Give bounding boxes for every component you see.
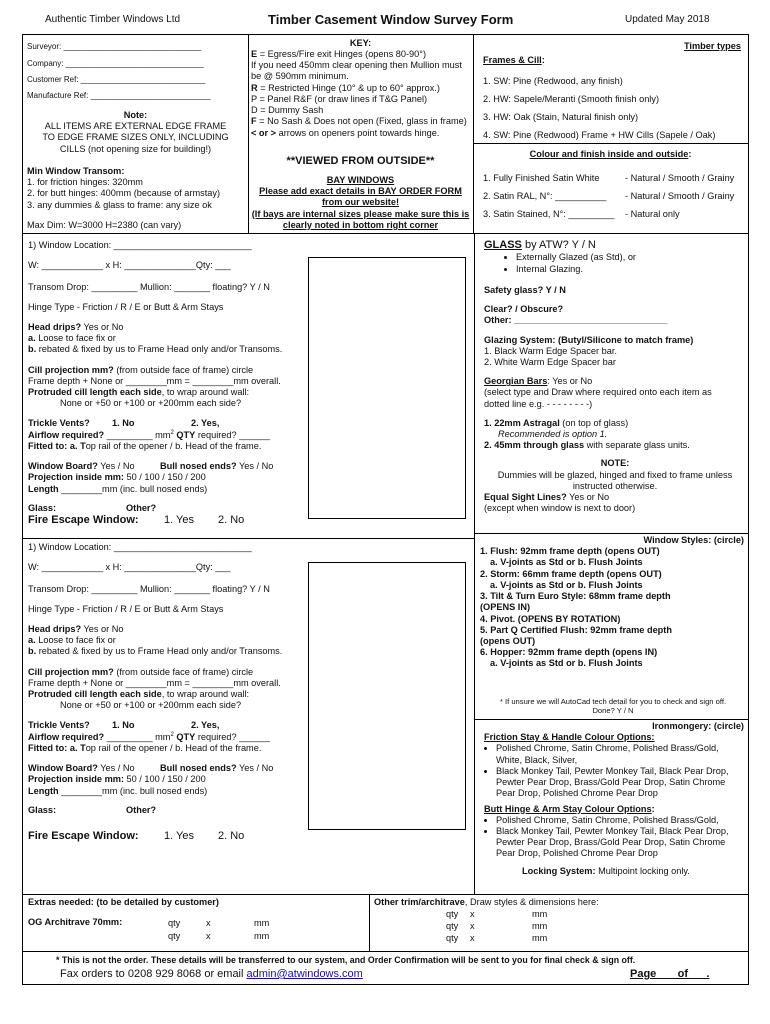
min-transom-block bbox=[27, 166, 220, 211]
autocad-note: * If unsure we will AutoCad tech detail for you to check and sign off. Done? Y / N bbox=[499, 697, 727, 716]
equal-sight-lines-label: Equal Sight Lines? bbox=[484, 492, 567, 503]
projection-options[interactable]: 50 / 100 / 150 / 200 bbox=[123, 472, 206, 483]
butt-hinge-colour-options[interactable]: • Black Monkey Tail, Pewter Monkey Tail, Black Pear Drop, Pewter Pear Drop, Brass/Gold Pear Drop, Satin Chrome Pear Drop, Polished Chrome Pear Drop bbox=[496, 826, 744, 860]
georgian-instruction: (select type and Draw where required onto each item as bbox=[484, 387, 712, 398]
surveyor-field[interactable]: Surveyor: _______________________________ bbox=[27, 42, 202, 51]
note-line: TO EDGE FRAME SIZES ONLY, INCLUDING bbox=[42, 132, 229, 143]
min-transom-item: 1. for friction hinges: 320mm bbox=[27, 177, 143, 188]
bull-nosed-label: Bull nosed ends? bbox=[160, 763, 237, 774]
vent-qty-field[interactable]: required? ______ bbox=[195, 429, 270, 440]
trickle-option-yes[interactable]: 2. Yes, bbox=[191, 720, 220, 731]
window-board-options[interactable]: Yes / No bbox=[97, 763, 135, 774]
timber-title: Timber types bbox=[683, 41, 741, 51]
timber-box bbox=[473, 34, 749, 234]
cill-projection-label: Cill projection mm? bbox=[28, 364, 114, 375]
vent-qty-field[interactable]: required? ______ bbox=[195, 731, 270, 742]
through-glass-option[interactable]: 2. 45mm through glass bbox=[484, 440, 585, 451]
key-text: = No Sash & Does not open (Fixed, glass in frame) bbox=[256, 116, 467, 127]
bay-title: BAY WINDOWS bbox=[326, 175, 395, 185]
length-field[interactable]: ________mm (inc. bull nosed ends) bbox=[58, 483, 208, 494]
length-label: Length bbox=[28, 483, 59, 494]
length-label: Length bbox=[28, 785, 59, 796]
drawing-area-1[interactable] bbox=[308, 257, 466, 519]
trickle-vents-label: Trickle Vents? bbox=[28, 720, 90, 731]
protruded-cill-label: Protruded cill length each side bbox=[28, 386, 162, 397]
trickle-option-no[interactable]: 1. No bbox=[112, 720, 135, 731]
viewed-from-outside: **VIEWED FROM OUTSIDE** bbox=[286, 155, 435, 167]
bull-nosed-options[interactable]: Yes / No bbox=[236, 763, 274, 774]
georgian-instruction: dotted line e.g. - - - - - - - -) bbox=[484, 398, 593, 409]
extras-title: Extras needed: (to be detailed by customer) bbox=[28, 897, 219, 907]
fitted-to-options[interactable]: op rail of the opener / b. Head of the frame. bbox=[85, 440, 262, 451]
head-drip-option-b[interactable]: rebated & fixed by us to Frame Head only and/or Transoms. bbox=[36, 646, 283, 657]
survey-info-box bbox=[22, 34, 249, 234]
company-name: Authentic Timber Windows Ltd bbox=[45, 14, 181, 25]
style-option-tilt-turn-note: (OPENS IN) bbox=[480, 602, 531, 613]
min-transom-item: 2. for butt hinges: 400mm (because of armstay) bbox=[27, 188, 221, 199]
head-drips-label: Head drips? bbox=[28, 623, 82, 634]
style-option-tilt-turn[interactable]: 3. Tilt & Turn Euro Style: 68mm frame depth bbox=[480, 591, 671, 602]
ironmongery-title: Ironmongery: (circle) bbox=[652, 721, 744, 731]
key-code-arrows: < or > bbox=[251, 127, 277, 138]
timber-type-item[interactable]: 1. SW: Pine (Redwood, any finish) bbox=[483, 76, 623, 86]
bay-line: (If bays are internal sizes please make sure this is bbox=[251, 208, 470, 219]
spacer-option[interactable]: 2. White Warm Edge Spacer bar bbox=[484, 356, 616, 367]
head-drip-option-a[interactable]: Loose to face fix or bbox=[35, 333, 116, 344]
head-drips-options[interactable]: Yes or No bbox=[81, 321, 124, 332]
hinge-type-field[interactable]: Hinge Type - Friction / R / E or Butt & Arm Stays bbox=[28, 301, 224, 312]
colour-list bbox=[483, 169, 745, 223]
note-line: ALL ITEMS ARE EXTERNAL EDGE FRAME bbox=[44, 121, 227, 132]
bull-nosed-label: Bull nosed ends? bbox=[160, 461, 237, 472]
other-trim-title: Other trim/architrave, Draw styles & dimensions here: bbox=[374, 897, 599, 907]
glass-by-atw-options[interactable]: by ATW? Y / N bbox=[521, 239, 596, 251]
fire-escape-no[interactable]: 2. No bbox=[218, 830, 245, 842]
protruded-cill-label: Protruded cill length each side bbox=[28, 688, 162, 699]
key-text: P = Panel R&F (or draw lines if T&G Panel) bbox=[251, 93, 428, 104]
page-title: Timber Casement Window Survey Form bbox=[268, 12, 514, 27]
transom-field[interactable]: Transom Drop: _________ Mullion: _______ floating? Y / N bbox=[28, 282, 270, 293]
head-drip-option-a[interactable]: Loose to face fix or bbox=[35, 635, 116, 646]
friction-colour-options[interactable]: • Black Monkey Tail, Pewter Monkey Tail, Black Pear Drop, Pewter Pear Drop, Brass/Gold Pear Drop, Satin Chrome Pear Drop, Polished Chrome Pear Drop bbox=[496, 766, 744, 800]
colour-option[interactable]: 3. Satin Stained, N°: _________ - Natural only bbox=[483, 209, 680, 219]
key-code-r: R bbox=[251, 82, 258, 93]
airflow-label: Airflow required? bbox=[28, 731, 105, 742]
note-line: CILLS (not opening size for building!) bbox=[59, 143, 212, 154]
butt-hinge-colour-options[interactable]: • Polished Chrome, Satin Chrome, Polished Brass/Gold, bbox=[496, 815, 744, 826]
company-field[interactable]: Company: _______________________________ bbox=[27, 59, 204, 68]
locking-system-label: Locking System: bbox=[522, 865, 596, 876]
window-size-field[interactable]: W: ____________ x H: ______________Qty: ___ bbox=[28, 260, 231, 271]
og-architrave-rows[interactable]: qty x mm qty x mm bbox=[168, 918, 270, 941]
key-text: = Restricted Hinge (10° & up to 60° approx.) bbox=[257, 82, 440, 93]
key-text: be @ 590mm minimum. bbox=[251, 71, 349, 82]
ironmongery-section bbox=[484, 721, 744, 877]
hinge-type-field[interactable]: Hinge Type - Friction / R / E or Butt & Arm Stays bbox=[28, 603, 224, 614]
key-box bbox=[248, 34, 474, 234]
cill-projection-label: Cill projection mm? bbox=[28, 666, 114, 677]
trickle-vents-label: Trickle Vents? bbox=[28, 418, 90, 429]
timber-list bbox=[483, 72, 715, 144]
window-board-options[interactable]: Yes / No bbox=[97, 461, 135, 472]
cill-frame-depth-field[interactable]: Frame depth + None or ________mm = ________mm overall. bbox=[28, 677, 281, 688]
bay-line: from our website! bbox=[321, 197, 400, 208]
fitted-to-label: Fitted to: bbox=[28, 742, 68, 753]
key-code-f: F bbox=[251, 116, 257, 127]
length-field[interactable]: ________mm (inc. bull nosed ends) bbox=[58, 785, 208, 796]
glass-note-title: NOTE: bbox=[600, 458, 630, 469]
projection-label: Projection inside mm: bbox=[28, 774, 124, 785]
fire-escape-no[interactable]: 2. No bbox=[218, 514, 245, 526]
key-title: KEY: bbox=[349, 38, 372, 48]
glass-note-text: Dummies will be glazed, hinged and fixed to frame unless bbox=[497, 469, 733, 480]
fire-escape-label: Fire Escape Window: bbox=[28, 830, 139, 842]
customer-ref-field[interactable]: Customer Ref: ____________________________ bbox=[27, 75, 206, 84]
head-drips-options[interactable]: Yes or No bbox=[81, 623, 124, 634]
glazing-option[interactable]: • Externally Glazed (as Std), or bbox=[516, 252, 746, 263]
trickle-option-yes[interactable]: 2. Yes, bbox=[191, 418, 220, 429]
updated-date: Updated May 2018 bbox=[625, 14, 710, 25]
email-link[interactable]: admin@atwindows.com bbox=[246, 968, 363, 980]
fire-escape-yes[interactable]: 1. Yes bbox=[164, 514, 194, 526]
glass-title: GLASS bbox=[484, 239, 522, 251]
astragal-recommendation: Recommended is option 1. bbox=[498, 429, 608, 440]
friction-stay-title: Friction Stay & Handle Colour Options: bbox=[484, 732, 655, 743]
georgian-bars-label: Georgian Bars bbox=[484, 376, 548, 387]
glass-other-field[interactable]: Other: ______________________________ bbox=[484, 315, 668, 326]
note-block bbox=[23, 110, 248, 155]
projection-options[interactable]: 50 / 100 / 150 / 200 bbox=[123, 774, 206, 785]
min-transom-title: Min Window Transom: bbox=[27, 166, 125, 176]
fax-line: Fax orders to 0208 929 8068 or email admin@atwindows.com bbox=[60, 968, 363, 980]
max-dimensions: Max Dim: W=3000 H=2380 (can vary) bbox=[27, 220, 182, 230]
joint-option[interactable]: a. V-joints as Std or b. Flush Joints bbox=[490, 579, 643, 590]
glass-section: GLASS by ATW? Y / N • Externally Glazed (as Std), or • Internal Glazing. Safety glass? Y / N Clear? / Obscure? Other: ______________________________ Glazing System: (Butyl/Silicone to match frame) 1. Black Warm Edge Spacer bar. 2. White Warm Edge Spacer bar Georgian Bars: Yes or No (select type and Draw where required onto each item as dotted line e.g. - - - - - - - -) 1. 22mm Astragal (on top of glass) Recommended is option 1. 2. 45mm through glass with separate glass units. NOTE: Dummies will be glazed, hinged and fixed to frame unless instructed otherwise. Equal Sight Lines? Yes or No (except when window is next to door) bbox=[484, 239, 746, 515]
bay-windows-block bbox=[248, 175, 473, 231]
locking-system-value: Multipoint locking only. bbox=[595, 865, 690, 876]
style-option-flush[interactable]: 1. Flush: 92mm frame depth (opens OUT) bbox=[480, 546, 660, 557]
safety-glass-field[interactable]: Safety glass? Y / N bbox=[484, 284, 566, 295]
head-drip-option-b[interactable]: rebated & fixed by us to Frame Head only and/or Transoms. bbox=[36, 344, 283, 355]
window-section-2: 1) Window Location: ___________________________ W: ____________ x H: ______________Qty: ___ Transom Drop: _________ Mullion: _______ floating? Y / N Hinge Type - Friction / R / E or Butt & Arm Stays Head drips? Yes or No a. Loose to face fix or b. rebated & fixed by us to Frame Head only and/or Transoms. Cill projection mm? (from outside face of frame) circle Frame depth + None or ________mm = ________mm overall. Protruded cill length each side, to wrap around wall: None or +50 or +100 or +200mm each side? Trickle Vents? 1. No 2. Yes, Airflow required? _________ $mm^2$ QTY required? ______ Fitted to: a. Top rail of the opener / b. Head of the frame. Window Board? Yes / No Bull nosed ends? Yes / No Projection inside mm: 50 / 100 / 150 / 200 Length ________mm (inc. bull nosed ends) Glass: Other? Fire Escape Window: 1. Yes 2. No bbox=[28, 542, 468, 843]
projection-label: Projection inside mm: bbox=[28, 472, 124, 483]
protruded-options[interactable]: None or +50 or +100 or +200mm each side? bbox=[60, 700, 242, 711]
style-option-part-q-note: (opens OUT) bbox=[480, 635, 536, 646]
window-size-field[interactable]: W: ____________ x H: ______________Qty: ___ bbox=[28, 562, 231, 573]
style-option-part-q[interactable]: 5. Part Q Certified Flush: 92mm frame depth bbox=[480, 624, 672, 635]
glazing-system-title: Glazing System: (Butyl/Silicone to match frame) bbox=[484, 334, 694, 345]
window-location-field[interactable]: 1) Window Location: ___________________________ bbox=[28, 240, 252, 250]
butt-hinge-title: Butt Hinge & Arm Stay Colour Options: bbox=[484, 803, 655, 814]
fire-escape-label: Fire Escape Window: bbox=[28, 514, 139, 526]
timber-type-item[interactable]: 4. SW: Pine (Redwood) Frame + HW Cills (Sapele / Oak) bbox=[483, 130, 716, 140]
airflow-field[interactable]: _________ mm bbox=[104, 731, 171, 742]
page-counter: Page of . bbox=[630, 968, 710, 980]
key-code-e: E bbox=[251, 49, 258, 59]
fire-escape-yes[interactable]: 1. Yes bbox=[164, 830, 194, 842]
equal-sight-lines-note: (except when window is next to door) bbox=[484, 503, 636, 514]
og-architrave-label: OG Architrave 70mm: bbox=[28, 917, 123, 927]
key-text: arrows on openers point towards hinge. bbox=[276, 127, 440, 138]
other-label: Other? bbox=[126, 804, 157, 815]
bay-line: clearly noted in bottom right corner bbox=[282, 219, 439, 230]
style-option-pivot[interactable]: 4. Pivot. (OPENS BY ROTATION) bbox=[480, 613, 621, 624]
other-trim-rows[interactable]: qty x mm qty x mm qty x mm bbox=[446, 909, 548, 943]
window-styles-title: Window Styles: (circle) bbox=[643, 535, 744, 545]
fitted-to-label: Fitted to: bbox=[28, 440, 68, 451]
frames-cill-label: Frames & Cill: bbox=[483, 55, 545, 65]
clear-obscure-field[interactable]: Clear? / Obscure? bbox=[484, 304, 564, 315]
window-location-field[interactable]: 1) Window Location: ___________________________ bbox=[28, 542, 252, 552]
bull-nosed-options[interactable]: Yes / No bbox=[236, 461, 274, 472]
note-title: Note: bbox=[123, 110, 148, 120]
joint-option[interactable]: a. V-joints as Std or b. Flush Joints bbox=[490, 658, 643, 669]
manufacture-ref-field[interactable]: Manufacture Ref: ___________________________ bbox=[27, 91, 211, 100]
other-label: Other? bbox=[126, 502, 157, 513]
timber-type-item[interactable]: 2. HW: Sapele/Meranti (Smooth finish only) bbox=[483, 94, 659, 104]
head-drips-label: Head drips? bbox=[28, 321, 82, 332]
window-board-label: Window Board? bbox=[28, 461, 98, 472]
window-styles-section bbox=[480, 535, 744, 670]
glazing-option[interactable]: • Internal Glazing. bbox=[516, 264, 746, 275]
glass-label: Glass: bbox=[28, 502, 57, 513]
airflow-field[interactable]: _________ mm bbox=[104, 429, 171, 440]
spacer-option[interactable]: 1. Black Warm Edge Spacer bar. bbox=[484, 345, 617, 356]
trickle-option-no[interactable]: 1. No bbox=[112, 418, 135, 429]
drawing-area-2[interactable] bbox=[308, 562, 466, 830]
airflow-label: Airflow required? bbox=[28, 429, 105, 440]
glass-label: Glass: bbox=[28, 804, 57, 815]
style-option-storm[interactable]: 2. Storm: 66mm frame depth (opens OUT) bbox=[480, 568, 662, 579]
timber-type-item[interactable]: 3. HW: Oak (Stain, Natural finish only) bbox=[483, 112, 639, 122]
colour-title: Colour and finish inside and outside: bbox=[529, 149, 692, 159]
transom-field[interactable]: Transom Drop: _________ Mullion: _______ floating? Y / N bbox=[28, 584, 270, 595]
astragal-option[interactable]: 1. 22mm Astragal bbox=[484, 417, 560, 428]
key-legend bbox=[251, 49, 473, 139]
bay-line: Please add exact details in BAY ORDER FORM bbox=[259, 186, 462, 197]
cill-frame-depth-field[interactable]: Frame depth + None or ________mm = ________mm overall. bbox=[28, 375, 281, 386]
georgian-bars-options[interactable]: : Yes or No bbox=[547, 376, 593, 387]
fitted-to-options[interactable]: op rail of the opener / b. Head of the frame. bbox=[85, 742, 262, 753]
key-text: D = Dummy Sash bbox=[251, 105, 324, 116]
colour-option[interactable]: 1. Fully Finished Satin White - Natural / Smooth / Grainy bbox=[483, 173, 735, 183]
window-board-label: Window Board? bbox=[28, 763, 98, 774]
joint-option[interactable]: a. V-joints as Std or b. Flush Joints bbox=[490, 557, 643, 568]
order-disclaimer: * This is not the order. These details will be transferred to our system, and Order Confirmation will be sent to you for final check & sign off. bbox=[56, 955, 636, 965]
friction-colour-options[interactable]: • Polished Chrome, Satin Chrome, Polished Brass/Gold, White, Black, Silver, bbox=[496, 743, 744, 765]
colour-option[interactable]: 2. Satin RAL, N°: __________ - Natural / Smooth / Grainy bbox=[483, 191, 735, 201]
glass-note-text: instructed otherwise. bbox=[572, 480, 658, 491]
equal-sight-lines-options[interactable]: Yes or No bbox=[566, 492, 610, 503]
style-option-hopper[interactable]: 6. Hopper: 92mm frame depth (opens IN) bbox=[480, 647, 658, 658]
protruded-options[interactable]: None or +50 or +100 or +200mm each side? bbox=[60, 398, 242, 409]
key-text: If you need 450mm clear opening then Mullion must bbox=[251, 60, 462, 71]
key-text: = Egress/Fire exit Hinges (opens 80-90°) bbox=[257, 49, 427, 59]
min-transom-item: 3. any dummies & glass to frame: any size ok bbox=[27, 199, 212, 210]
window-section-1: 1) Window Location: ___________________________ W: ____________ x H: ______________Qty: ___ Transom Drop: _________ Mullion: _______ floating? Y / N Hinge Type - Friction / R / E or Butt & Arm Stays Head drips? Yes or No a. Loose to face fix or b. rebated & fixed by us to Frame Head only and/or Transoms. Cill projection mm? (from outside face of frame) circle Frame depth + None or ________mm = ________mm overall. Protruded cill length each side, to wrap around wall: None or +50 or +100 or +200mm each side? Trickle Vents? 1. No 2. Yes, Airflow required? _________ $mm^2$ QTY required? ______ Fitted to: a. Top rail of the opener / b. Head of the frame. Window Board? Yes / No Bull nosed ends? Yes / No Projection inside mm: 50 / 100 / 150 / 200 Length ________mm (inc. bull nosed ends) Glass: Other? Fire Escape Window: 1. Yes 2. No bbox=[28, 240, 468, 527]
